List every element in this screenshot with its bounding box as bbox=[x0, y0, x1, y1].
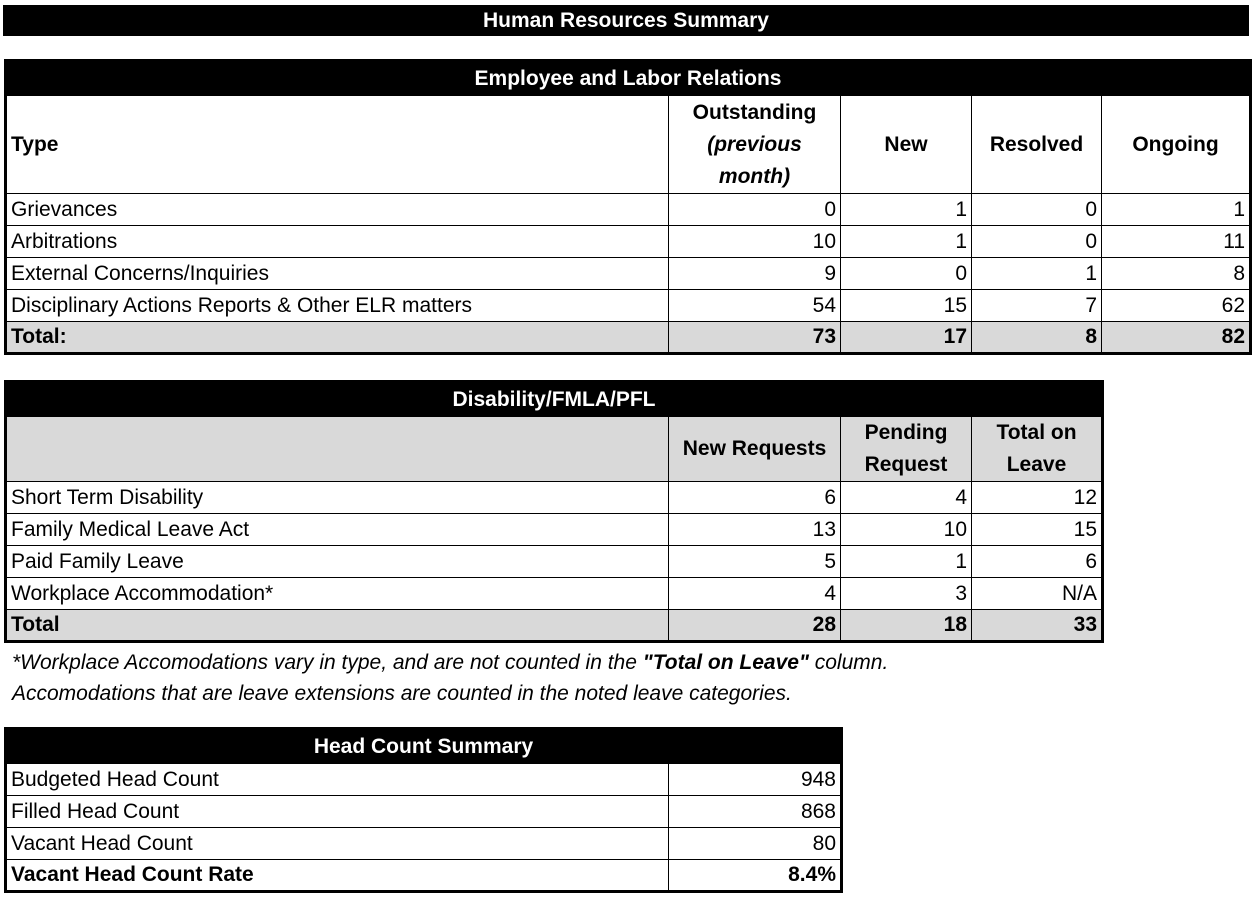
cell-value: 80 bbox=[669, 828, 842, 860]
elr-table bbox=[4, 59, 1252, 355]
cell-outstanding: 9 bbox=[669, 258, 841, 290]
row-label: Budgeted Head Count bbox=[6, 764, 669, 796]
row-label: Short Term Disability bbox=[6, 482, 669, 514]
row-label: Paid Family Leave bbox=[6, 546, 669, 578]
total-row bbox=[6, 610, 1103, 642]
cell-new-requests: 6 bbox=[669, 482, 841, 514]
total-outstanding: 73 bbox=[669, 322, 841, 354]
elr-header-ongoing: Ongoing bbox=[1102, 96, 1251, 194]
elr-header-new: New bbox=[841, 96, 972, 194]
table-row bbox=[6, 796, 842, 828]
cell-new: 15 bbox=[841, 290, 972, 322]
cell-value: 868 bbox=[669, 796, 842, 828]
page-title: Human Resources Summary bbox=[3, 5, 1249, 36]
total-on-leave: 33 bbox=[972, 610, 1103, 642]
table-row bbox=[6, 514, 1103, 546]
elr-table-title: Employee and Labor Relations bbox=[6, 61, 1251, 96]
total-new: 17 bbox=[841, 322, 972, 354]
table-row bbox=[6, 194, 1251, 226]
cell-pending: 3 bbox=[841, 578, 972, 610]
cell-ongoing: 8 bbox=[1102, 258, 1251, 290]
cell-pending: 1 bbox=[841, 546, 972, 578]
row-label: Disciplinary Actions Reports & Other ELR matters bbox=[6, 290, 669, 322]
table-row bbox=[6, 226, 1251, 258]
cell-total-on-leave: 6 bbox=[972, 546, 1103, 578]
table-row bbox=[6, 546, 1103, 578]
disability-table-title: Disability/FMLA/PFL bbox=[6, 382, 1103, 417]
head-count-table bbox=[4, 727, 843, 893]
cell-pending: 10 bbox=[841, 514, 972, 546]
cell-resolved: 0 bbox=[972, 226, 1102, 258]
cell-ongoing: 1 bbox=[1102, 194, 1251, 226]
cell-resolved: 7 bbox=[972, 290, 1102, 322]
total-resolved: 8 bbox=[972, 322, 1102, 354]
head-count-table-title: Head Count Summary bbox=[6, 729, 842, 764]
table-row bbox=[6, 578, 1103, 610]
row-label: External Concerns/Inquiries bbox=[6, 258, 669, 290]
row-label: Arbitrations bbox=[6, 226, 669, 258]
elr-header-resolved: Resolved bbox=[972, 96, 1102, 194]
cell-outstanding: 54 bbox=[669, 290, 841, 322]
row-label: Workplace Accommodation* bbox=[6, 578, 669, 610]
cell-total-on-leave: 12 bbox=[972, 482, 1103, 514]
cell-new-requests: 13 bbox=[669, 514, 841, 546]
rate-label: Vacant Head Count Rate bbox=[6, 860, 669, 892]
total-label: Total bbox=[6, 610, 669, 642]
cell-new: 0 bbox=[841, 258, 972, 290]
row-label: Filled Head Count bbox=[6, 796, 669, 828]
rate-row bbox=[6, 860, 842, 892]
cell-total-on-leave: N/A bbox=[972, 578, 1103, 610]
cell-new: 1 bbox=[841, 226, 972, 258]
cell-new-requests: 4 bbox=[669, 578, 841, 610]
disability-header-pending: Pending Request bbox=[841, 417, 972, 482]
cell-ongoing: 62 bbox=[1102, 290, 1251, 322]
elr-header-type: Type bbox=[6, 96, 669, 194]
cell-value: 948 bbox=[669, 764, 842, 796]
cell-new-requests: 5 bbox=[669, 546, 841, 578]
total-ongoing: 82 bbox=[1102, 322, 1251, 354]
disability-header-total-on-leave: Total on Leave bbox=[972, 417, 1103, 482]
table-row bbox=[6, 764, 842, 796]
disability-footnote: *Workplace Accomodations vary in type, and are not counted in the "Total on Leave" column. Accomodations that are leave extensions are counted in the noted leave categories. bbox=[12, 651, 889, 705]
total-pending: 18 bbox=[841, 610, 972, 642]
row-label: Vacant Head Count bbox=[6, 828, 669, 860]
disability-header-new-requests: New Requests bbox=[669, 417, 841, 482]
cell-resolved: 1 bbox=[972, 258, 1102, 290]
total-label: Total: bbox=[6, 322, 669, 354]
table-row bbox=[6, 290, 1251, 322]
cell-new: 1 bbox=[841, 194, 972, 226]
cell-pending: 4 bbox=[841, 482, 972, 514]
rate-value: 8.4% bbox=[669, 860, 842, 892]
table-row bbox=[6, 482, 1103, 514]
total-row bbox=[6, 322, 1251, 354]
total-new-requests: 28 bbox=[669, 610, 841, 642]
elr-header-outstanding: Outstanding (previous month) bbox=[669, 96, 841, 194]
table-row bbox=[6, 828, 842, 860]
cell-resolved: 0 bbox=[972, 194, 1102, 226]
row-label: Grievances bbox=[6, 194, 669, 226]
row-label: Family Medical Leave Act bbox=[6, 514, 669, 546]
cell-ongoing: 11 bbox=[1102, 226, 1251, 258]
table-row bbox=[6, 258, 1251, 290]
disability-header-blank bbox=[6, 417, 669, 482]
cell-total-on-leave: 15 bbox=[972, 514, 1103, 546]
disability-table bbox=[4, 380, 1104, 643]
cell-outstanding: 0 bbox=[669, 194, 841, 226]
cell-outstanding: 10 bbox=[669, 226, 841, 258]
